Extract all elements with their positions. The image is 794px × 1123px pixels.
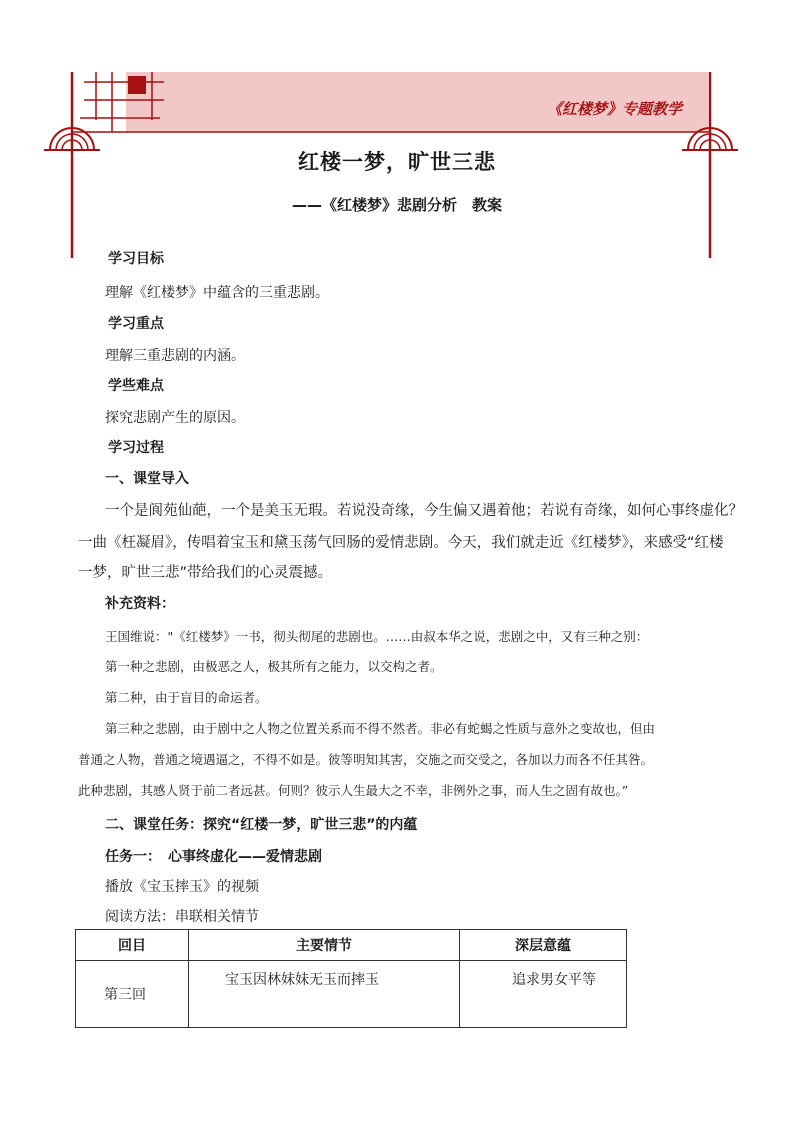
- header-subject: 《红楼梦》专题教学: [546, 100, 682, 118]
- page-title: 红楼一梦，旷世三悲: [298, 150, 496, 174]
- key-text: 理解三重悲剧的内涵。: [105, 348, 245, 364]
- quote-line-5: 普通之人物，普通之境遇逼之，不得不如是。彼等明知其害，交施之而交受之，各加以力而各不任其咎。: [78, 752, 654, 767]
- quote-line-2: 第一种之悲剧，由极恶之人，极其所有之能力，以交构之者。: [105, 659, 443, 674]
- quote-line-1: 王国维说："《红楼梦》一书，彻头彻尾的悲剧也。……由叔本华之说，悲剧之中，又有三种之别：: [105, 629, 649, 644]
- task1-method: 阅读方法：串联相关情节: [105, 909, 259, 925]
- intro-line-3: 一梦，旷世三悲”带给我们的心灵震撼。: [78, 565, 333, 581]
- task1-video: 播放《宝玉摔玉》的视频: [105, 879, 259, 895]
- intro-line-2: 一曲《枉凝眉》，传唱着宝玉和黛玉荡气回肠的爱情悲剧。今天，我们就走近《红楼梦》，来感受“红楼: [78, 535, 724, 551]
- task-heading: 二、课堂任务：探究“红楼一梦，旷世三悲”的内蕴: [105, 817, 418, 833]
- plot-table: [75, 929, 627, 1028]
- table-header-row: [76, 930, 627, 961]
- quote-line-4: 第三种之悲剧，由于剧中之人物之位置关系而不得不然者。非必有蛇蝎之性质与意外之变故也，但由: [105, 721, 656, 736]
- table-header-meaning: 深层意蕴: [460, 930, 627, 961]
- goal-text: 理解《红楼梦》中蕴含的三重悲剧。: [105, 285, 329, 301]
- intro-line-1: 一个是阆苑仙葩，一个是美玉无瑕。若说没奇缘，今生偏又遇着他；若说有奇缘，如何心事终虚化？: [105, 503, 743, 519]
- header-ornament-icon: [0, 0, 794, 270]
- difficulty-heading: 学些难点: [108, 378, 164, 394]
- task1-heading: 任务一： 心事终虚化——爱情悲剧: [105, 849, 322, 865]
- table-cell-meaning: 追求男女平等: [460, 961, 627, 1028]
- key-heading: 学习重点: [108, 316, 164, 332]
- supplement-heading: 补充资料：: [105, 596, 175, 612]
- process-heading: 学习过程: [108, 440, 164, 456]
- quote-line-3: 第二种，由于盲目的命运者。: [105, 690, 268, 705]
- quote-line-6: 此种悲剧，其感人贤于前二者远甚。何则？彼示人生最大之不幸，非例外之事，而人生之固有故也。”: [78, 783, 629, 798]
- intro-heading: 一、课堂导入: [105, 471, 189, 487]
- table-cell-plot: 宝玉因林妹妹无玉而摔玉: [189, 961, 460, 1028]
- goal-heading: 学习目标: [108, 251, 164, 267]
- table-header-chapter: 回目: [76, 930, 189, 961]
- page-subtitle: ——《红楼梦》悲剧分析 教案: [291, 196, 502, 214]
- difficulty-text: 探究悲剧产生的原因。: [105, 410, 245, 426]
- table-cell-chapter: 第三回: [76, 961, 189, 1028]
- table-row: [76, 961, 627, 1028]
- table-header-plot: 主要情节: [189, 930, 460, 961]
